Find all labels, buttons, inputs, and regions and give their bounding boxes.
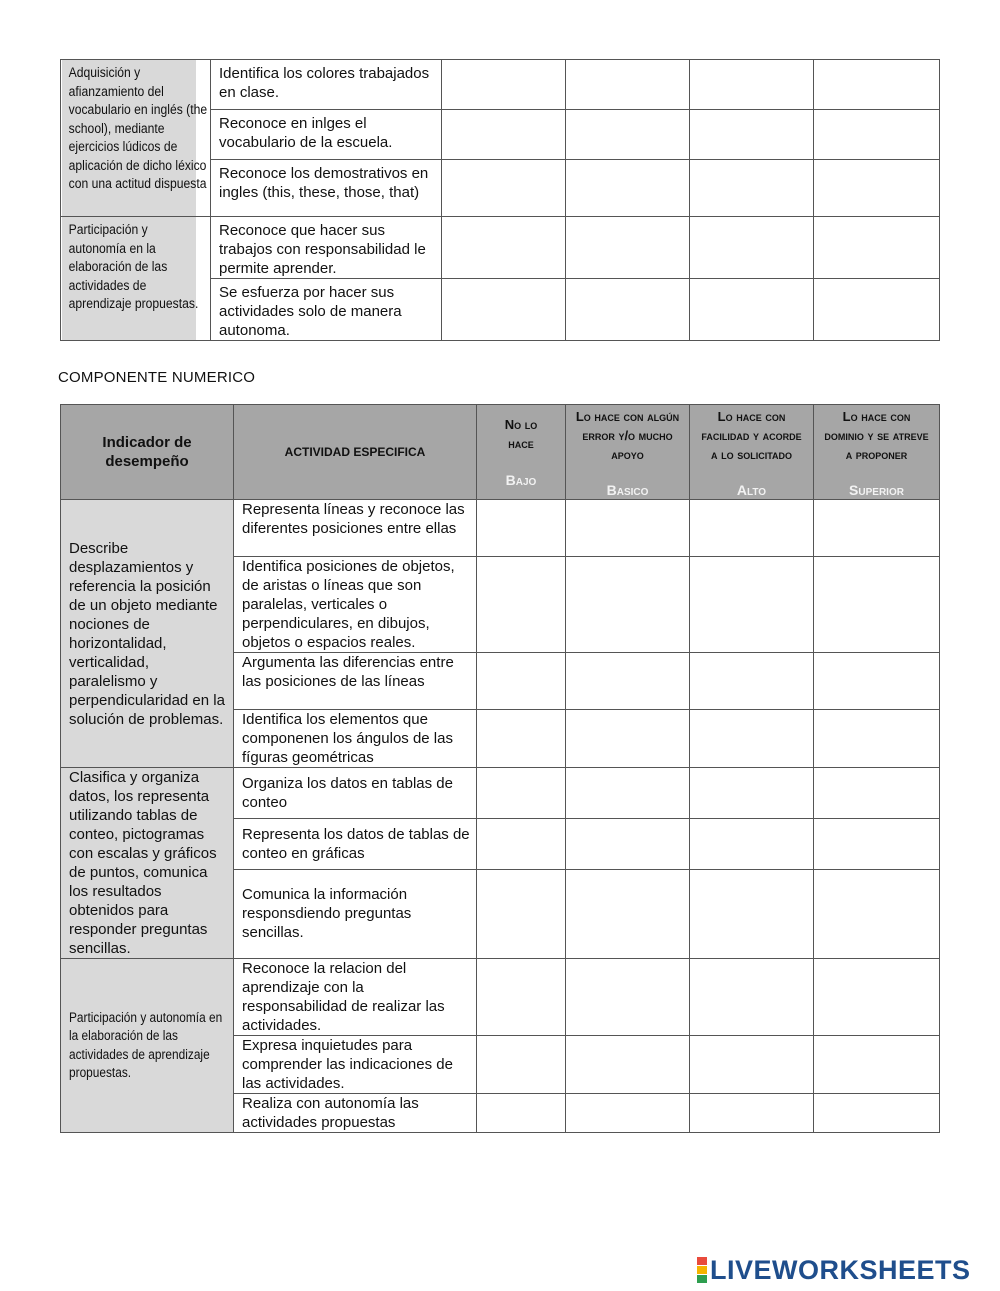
score-cell[interactable] <box>566 869 690 958</box>
level-label: Superior <box>849 482 904 498</box>
score-cell[interactable] <box>814 1036 940 1094</box>
score-cell[interactable] <box>566 959 690 1036</box>
score-cell[interactable] <box>690 818 814 869</box>
score-cell[interactable] <box>566 500 690 557</box>
score-cell[interactable] <box>814 653 940 710</box>
score-cell[interactable] <box>477 557 566 653</box>
score-cell[interactable] <box>690 217 814 279</box>
level-header-alto <box>690 405 814 500</box>
activity-cell: Reconoce que hacer sus trabajos con responsabilidad le permite aprender. <box>211 217 442 279</box>
table-row <box>61 60 940 110</box>
score-cell[interactable] <box>442 279 566 341</box>
score-cell[interactable] <box>477 818 566 869</box>
score-cell[interactable] <box>814 557 940 653</box>
score-cell[interactable] <box>690 279 814 341</box>
score-cell[interactable] <box>690 959 814 1036</box>
level-description: Lo hace con facilidad y acorde a lo solicitado <box>701 409 802 462</box>
indicator-cell: Participación y autonomía en la elaboración de las actividades de aprendizaje propuestas. <box>61 959 234 1133</box>
score-cell[interactable] <box>690 110 814 160</box>
score-cell[interactable] <box>566 1036 690 1094</box>
level-header-superior <box>814 405 940 500</box>
logo-icon <box>697 1257 707 1283</box>
score-cell[interactable] <box>690 1036 814 1094</box>
activity-cell: Realiza con autonomía las actividades propuestas <box>234 1094 477 1133</box>
level-header-bajo <box>477 405 566 500</box>
level-label: Alto <box>736 482 767 498</box>
logo-text: LIVEWORKSHEETS <box>710 1254 971 1285</box>
activity-cell: Reconoce la relacion del aprendizaje con la responsabilidad de realizar las actividades. <box>234 959 477 1036</box>
indicator-cell: Clasifica y organiza datos, los representa utilizando tablas de conteo, pictogramas con escalas y gráficos de puntos, comunica los resultados obtenidos para responder preguntas sencillas. <box>61 768 234 959</box>
activity-cell: Reconoce los demostrativos en ingles (this, these, those, that) <box>211 160 442 217</box>
score-cell[interactable] <box>814 959 940 1036</box>
score-cell[interactable] <box>477 959 566 1036</box>
activity-cell: Comunica la información responsdiendo preguntas sencillas. <box>234 869 477 958</box>
score-cell[interactable] <box>442 110 566 160</box>
logo-block <box>697 1266 707 1274</box>
score-cell[interactable] <box>814 279 940 341</box>
score-cell[interactable] <box>690 160 814 217</box>
table-row <box>61 217 940 279</box>
level-header-basico <box>566 405 690 500</box>
score-cell[interactable] <box>566 768 690 819</box>
indicator-header: Indicador de desempeño <box>61 405 234 500</box>
score-cell[interactable] <box>690 710 814 768</box>
score-cell[interactable] <box>690 869 814 958</box>
score-cell[interactable] <box>442 160 566 217</box>
activity-cell: Reconoce en inlges el vocabulario de la escuela. <box>211 110 442 160</box>
activity-cell: Argumenta las diferencias entre las posiciones de las líneas <box>234 653 477 710</box>
indicator-cell: Adquisición y afianzamiento del vocabulario en inglés (the school), mediante ejercicios lúdicos de aplicación de dicho léxico con una actitud dispuesta <box>61 60 196 217</box>
activity-cell: Representa los datos de tablas de conteo en gráficas <box>234 818 477 869</box>
score-cell[interactable] <box>566 217 690 279</box>
score-cell[interactable] <box>477 768 566 819</box>
score-cell[interactable] <box>814 710 940 768</box>
score-cell[interactable] <box>566 818 690 869</box>
logo-block <box>697 1275 707 1283</box>
score-cell[interactable] <box>566 1094 690 1133</box>
score-cell[interactable] <box>477 653 566 710</box>
score-cell[interactable] <box>566 710 690 768</box>
activity-cell: Organiza los datos en tablas de conteo <box>234 768 477 819</box>
table-row <box>61 959 940 1036</box>
score-cell[interactable] <box>814 500 940 557</box>
score-cell[interactable] <box>442 217 566 279</box>
score-cell[interactable] <box>814 768 940 819</box>
activity-cell: Identifica los elementos que componenen los ángulos de las fíguras geométricas <box>234 710 477 768</box>
score-cell[interactable] <box>477 710 566 768</box>
table-row <box>61 500 940 557</box>
score-cell[interactable] <box>566 110 690 160</box>
level-description: No lo hace <box>504 417 538 451</box>
level-description: Lo hace con dominio y se atreve a proponer <box>824 409 929 462</box>
score-cell[interactable] <box>814 869 940 958</box>
score-cell[interactable] <box>477 1094 566 1133</box>
activity-cell: Identifica posiciones de objetos, de aristas o líneas que son paralelas, verticales o perpendiculares, en dibujos, objetos o espacios reales. <box>234 557 477 653</box>
score-cell[interactable] <box>566 279 690 341</box>
score-cell[interactable] <box>566 60 690 110</box>
score-cell[interactable] <box>814 110 940 160</box>
level-label: Bajo <box>505 472 537 488</box>
activity-header: ACTIVIDAD ESPECIFICA <box>234 405 477 500</box>
level-label: Basico <box>606 482 649 498</box>
indicator-cell: Participación y autonomía en la elaboración de las actividades de aprendizaje propuestas. <box>61 217 196 341</box>
english-rubric-table <box>60 59 940 341</box>
level-description: Lo hace con algún error y/o mucho apoyo <box>575 409 680 462</box>
logo-block <box>697 1257 707 1265</box>
score-cell[interactable] <box>814 818 940 869</box>
indicator-cell: Describe desplazamientos y referencia la posición de un objeto mediante nociones de horizontalidad, verticalidad, paralelismo y perpendicularidad en la solución de problemas. <box>61 500 234 768</box>
activity-cell: Representa líneas y reconoce las diferentes posiciones entre ellas <box>234 500 477 557</box>
score-cell[interactable] <box>690 557 814 653</box>
activity-cell: Se esfuerza por hacer sus actividades solo de manera autonoma. <box>211 279 442 341</box>
score-cell[interactable] <box>814 217 940 279</box>
score-cell[interactable] <box>566 557 690 653</box>
score-cell[interactable] <box>566 160 690 217</box>
score-cell[interactable] <box>477 869 566 958</box>
table-row <box>61 768 940 819</box>
score-cell[interactable] <box>442 60 566 110</box>
score-cell[interactable] <box>566 653 690 710</box>
math-rubric-table <box>60 404 940 1133</box>
score-cell[interactable] <box>690 1094 814 1133</box>
liveworksheets-logo <box>697 1255 971 1285</box>
header-row <box>61 405 940 500</box>
score-cell[interactable] <box>690 500 814 557</box>
activity-cell: Identifica los colores trabajados en clase. <box>211 60 442 110</box>
activity-cell: Expresa inquietudes para comprender las indicaciones de las actividades. <box>234 1036 477 1094</box>
section-title: COMPONENTE NUMERICO <box>58 369 256 386</box>
score-cell[interactable] <box>690 768 814 819</box>
score-cell[interactable] <box>814 60 940 110</box>
score-cell[interactable] <box>477 500 566 557</box>
score-cell[interactable] <box>690 653 814 710</box>
score-cell[interactable] <box>814 1094 940 1133</box>
score-cell[interactable] <box>814 160 940 217</box>
score-cell[interactable] <box>477 1036 566 1094</box>
score-cell[interactable] <box>690 60 814 110</box>
